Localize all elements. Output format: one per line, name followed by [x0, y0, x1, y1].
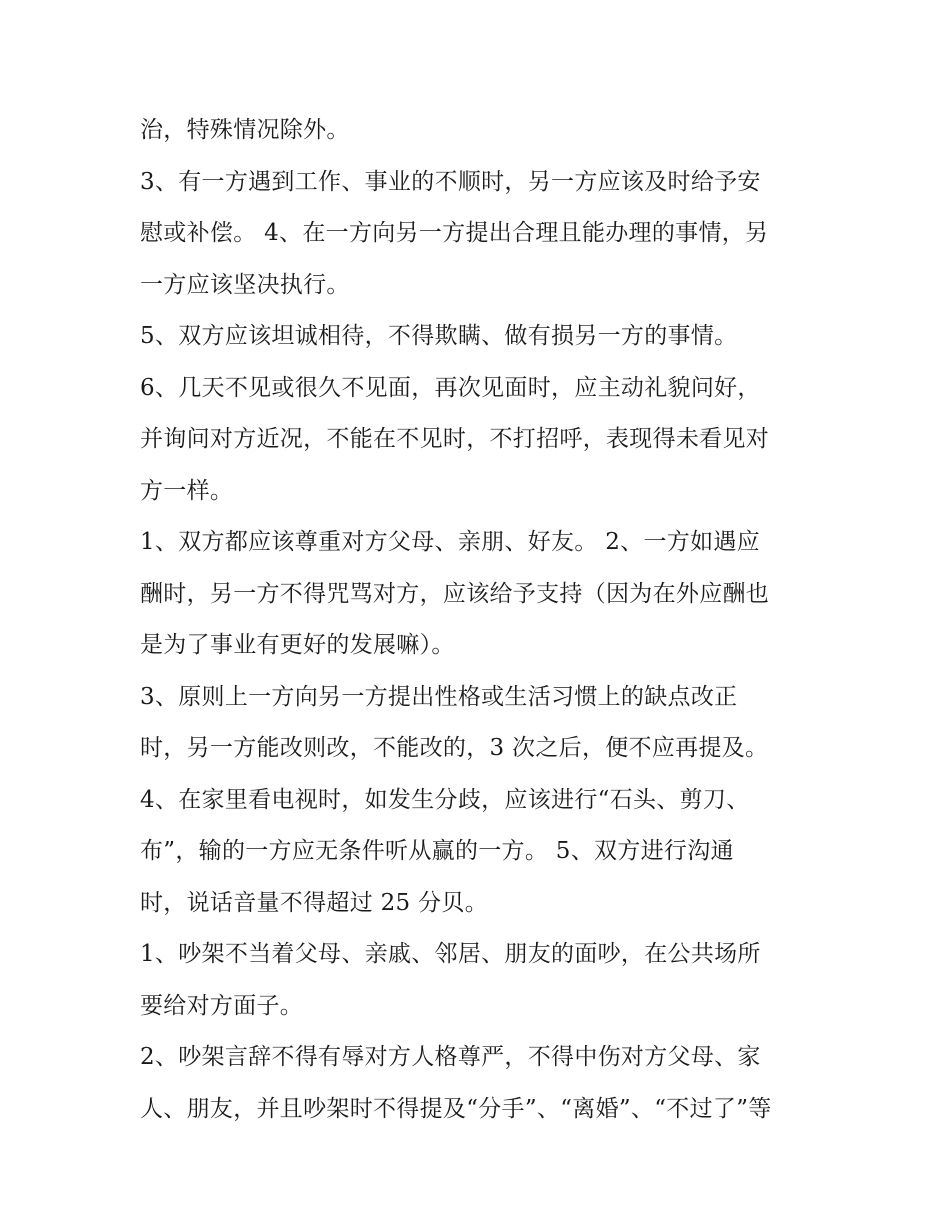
text-line: 6、几天不见或很久不见面，再次见面时，应主动礼貌问好，	[140, 374, 761, 401]
text-line: 并询问对方近况，不能在不见时，不打招呼，表现得未看见对	[140, 426, 770, 452]
text-line: 3、有一方遇到工作、事业的不顺时，另一方应该及时给予安	[140, 168, 761, 195]
text-line: 布”，输的一方应无条件听从赢的一方。 5、双方进行沟通	[140, 838, 734, 864]
text-line: 是为了事业有更好的发展嘛）。	[140, 632, 455, 658]
text-line: 慰或补偿。 4、在一方向另一方提出合理且能办理的事情，另	[140, 220, 769, 246]
text-line: 方一样。	[140, 477, 234, 504]
text-line: 1、双方都应该尊重对方父母、亲朋、好友。 2、一方如遇应	[140, 529, 760, 555]
text-line: 2、吵架言辞不得有辱对方人格尊严，不得中伤对方父母、家	[140, 1044, 761, 1070]
text-line: 人、朋友，并且吵架时不得提及“分手”、“离婚”、“不过了”等	[140, 1095, 772, 1122]
text-line: 4、在家里看电视时，如发生分歧，应该进行“石头、剪刀、	[140, 786, 750, 813]
text-line: 酬时，另一方不得咒骂对方，应该给予支持（因为在外应酬也	[140, 580, 770, 607]
text-line: 治，特殊情况除外。	[140, 117, 350, 143]
text-line: 一方应该坚决执行。	[140, 271, 350, 298]
text-line: 5、双方应该坦诚相待，不得欺瞒、做有损另一方的事情。	[140, 323, 738, 349]
text-line: 3、原则上一方向另一方提出性格或生活习惯上的缺点改正	[140, 683, 738, 710]
text-line: 1、吵架不当着父母、亲戚、邻居、朋友的面吵，在公共场所	[140, 941, 761, 967]
document-body	[140, 105, 820, 1135]
text-line: 时，说话音量不得超过 25 分贝。	[140, 889, 488, 916]
text-line: 要给对方面子。	[140, 992, 304, 1019]
text-line: 时，另一方能改则改，不能改的，3 次之后，便不应再提及。	[140, 735, 769, 761]
